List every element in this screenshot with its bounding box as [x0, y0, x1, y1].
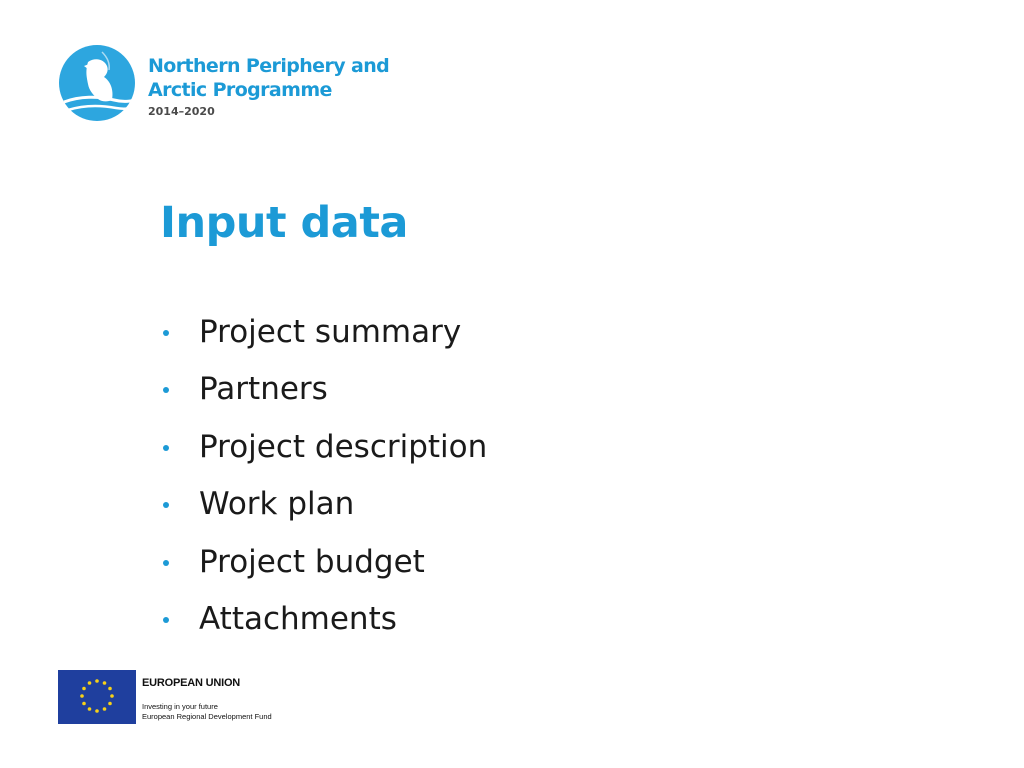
bullet-dot-icon [163, 387, 169, 393]
logo-years: 2014–2020 [148, 105, 215, 118]
logo-text [148, 54, 388, 120]
bullet-item-project-budget [160, 534, 487, 591]
bullet-item-partners [160, 361, 487, 418]
bullet-item-project-description [160, 419, 487, 476]
bullet-dot-icon [163, 330, 169, 336]
bullet-text: Attachments [199, 600, 397, 637]
bullet-text: Partners [199, 371, 328, 408]
bullet-dot-icon [163, 617, 169, 623]
eu-tagline: Investing in your future [142, 702, 218, 711]
bird-emblem-icon [58, 44, 136, 122]
bullet-text: Project budget [199, 543, 425, 580]
bullet-item-project-summary [160, 304, 487, 361]
bullet-dot-icon [163, 502, 169, 508]
bullet-item-attachments [160, 591, 487, 648]
bullet-item-work-plan [160, 476, 487, 533]
logo-line-1: Northern Periphery and [148, 55, 390, 77]
logo-line-2: Arctic Programme [148, 79, 332, 101]
bullet-text: Project description [199, 428, 488, 465]
eu-flag-icon [58, 670, 136, 724]
bullet-list [160, 304, 487, 648]
bullet-dot-icon [163, 445, 169, 451]
bullet-text: Work plan [199, 486, 355, 523]
bullet-dot-icon [163, 560, 169, 566]
eu-name: EUROPEAN UNION [142, 677, 241, 689]
bullet-text: Project summary [199, 314, 462, 350]
slide-title: Input data [160, 198, 408, 248]
programme-logo [58, 44, 388, 126]
eu-fund-name: European Regional Development Fund [142, 712, 272, 721]
eu-funding-text [142, 676, 272, 722]
